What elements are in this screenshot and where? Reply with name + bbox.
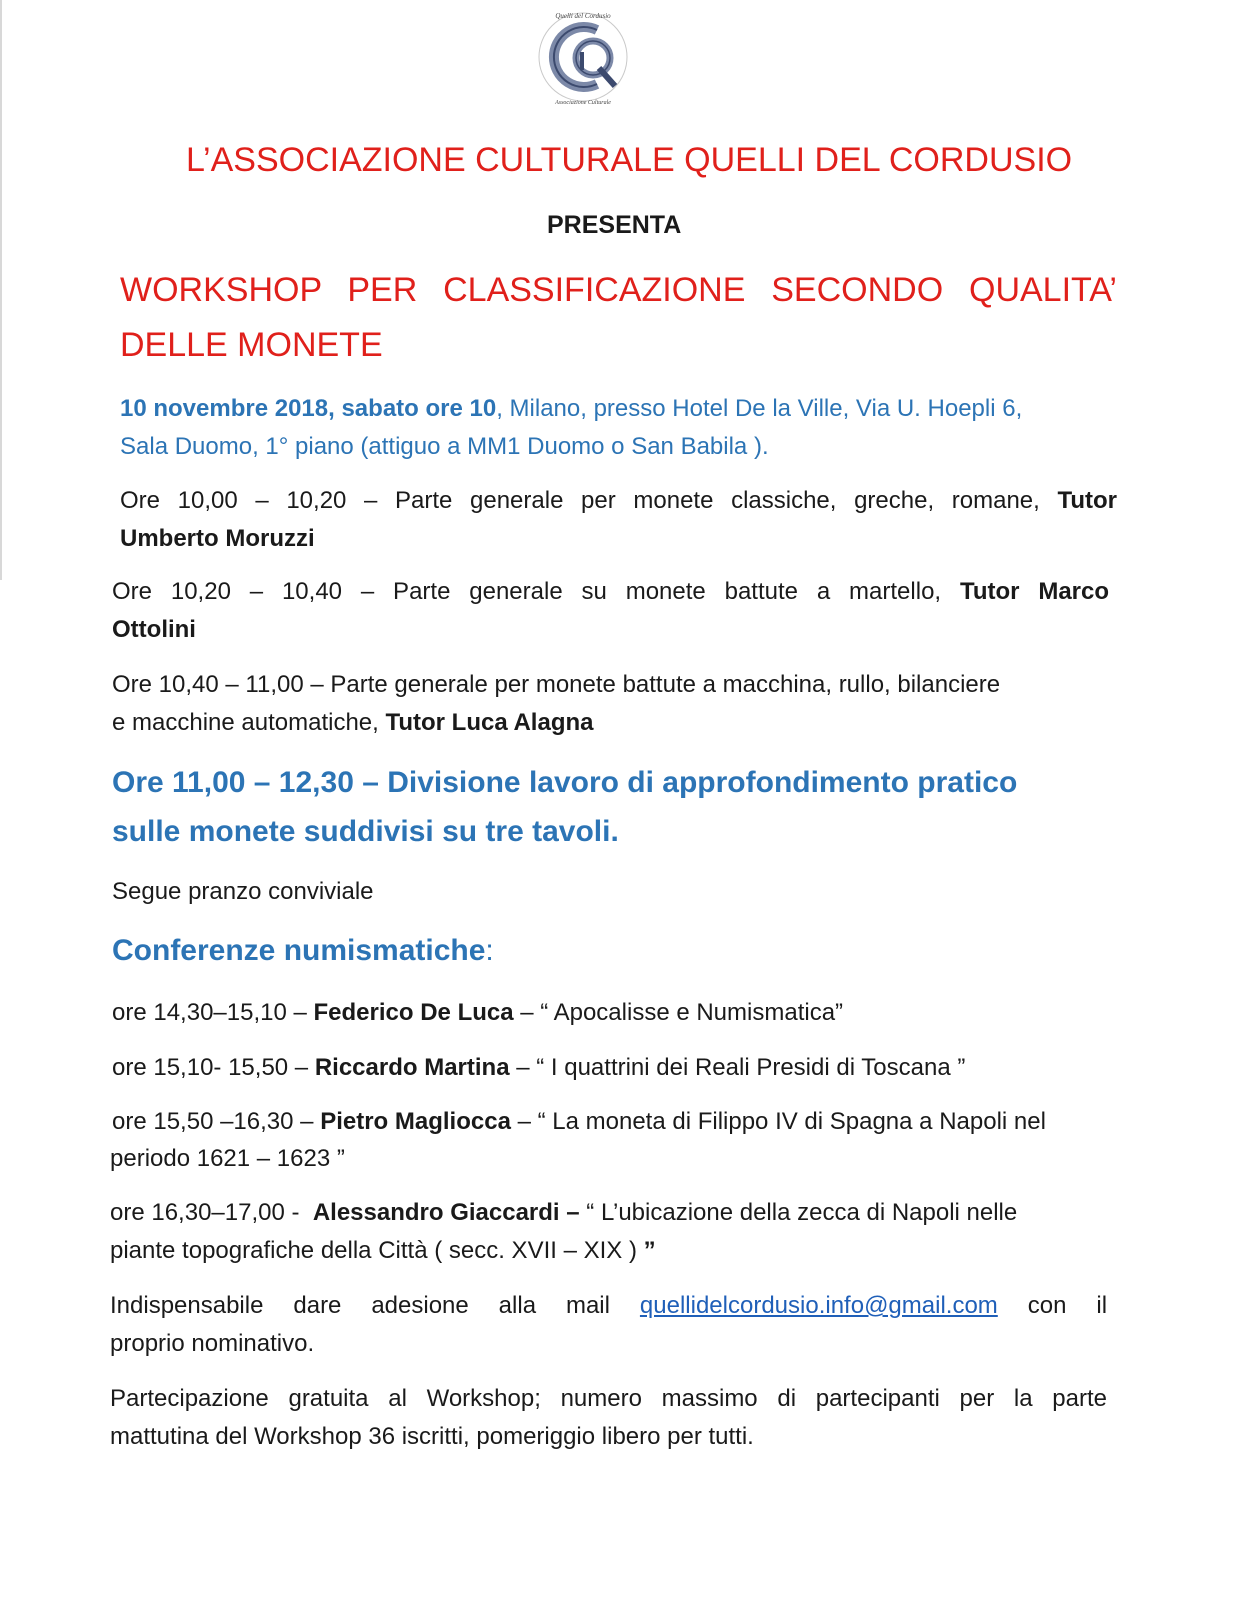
schedule-item-1-tutor: Umberto Moruzzi	[120, 525, 315, 552]
event-date: 10 novembre 2018, sabato ore 10	[120, 395, 497, 422]
conference-item-4	[110, 1198, 1017, 1228]
conference-speaker: Pietro Magliocca	[320, 1108, 511, 1135]
registration-line2: proprio nominativo.	[110, 1330, 315, 1357]
conference-time: ore 14,30–15,10 –	[112, 999, 307, 1026]
conference-item-3	[112, 1107, 1046, 1137]
tutor-label: Tutor Marco	[959, 578, 1110, 605]
conference-item-4-line2	[110, 1236, 656, 1266]
schedule-text: Ore 10,20 – 10,40 – Parte generale su monete battute a martello,	[112, 578, 942, 605]
lunch-note: Segue pranzo conviviale	[112, 878, 374, 905]
practical-session-line1: Ore 11,00 – 12,30 – Divisione lavoro di approfondimento pratico	[112, 766, 1018, 799]
conference-speaker: Riccardo Martina	[314, 1054, 510, 1081]
conference-time: ore 15,50 –16,30 –	[112, 1108, 314, 1135]
logo-text-top: Quelli del Cordusio	[555, 12, 611, 20]
email-link[interactable]: quellidelcordusio.info@gmail.com	[639, 1292, 998, 1319]
schedule-item-2	[112, 577, 1109, 607]
schedule-item-2-tutor: Ottolini	[112, 616, 196, 643]
workshop-title-line2: DELLE MONETE	[120, 326, 383, 364]
conference-item-3-line2: periodo 1621 – 1623 ”	[110, 1145, 345, 1172]
participation-line2: mattutina del Workshop 36 iscritti, pomeriggio libero per tutti.	[110, 1423, 754, 1450]
page-left-edge	[0, 0, 2, 580]
conference-title: – “ Apocalisse e Numismatica”	[520, 999, 844, 1026]
conference-title-cont: piante topografiche della Città ( secc. XVII – XIX )	[110, 1237, 637, 1264]
closing-quote: ”	[643, 1237, 656, 1264]
event-place: , Milano, presso Hotel De la Ville, Via U. Hoepli 6,	[496, 395, 1023, 422]
conference-title: “ L’ubicazione della zecca di Napoli nelle	[586, 1199, 1018, 1226]
tutor-label: Tutor	[1057, 487, 1117, 514]
conference-title: – “ La moneta di Filippo IV di Spagna a Napoli nel	[517, 1108, 1046, 1135]
event-details-line1	[120, 394, 1022, 424]
event-details-line2: Sala Duomo, 1° piano (attiguo a MM1 Duomo o San Babila ).	[120, 433, 769, 460]
conference-item-1	[112, 998, 843, 1028]
conference-time: ore 15,10- 15,50 –	[112, 1054, 309, 1081]
conferences-title: Conferenze numismatiche	[112, 934, 486, 967]
tutor-label: Tutor Luca Alagna	[385, 709, 594, 736]
association-logo	[535, 8, 631, 106]
participation-line1: Partecipazione gratuita al Workshop; numero massimo di partecipanti per la parte	[110, 1385, 1107, 1412]
schedule-text: Ore 10,00 – 10,20 – Parte generale per monete classiche, greche, romane,	[120, 487, 1040, 514]
schedule-item-3-line2	[112, 708, 594, 738]
association-title: L’ASSOCIAZIONE CULTURALE QUELLI DEL CORDUSIO	[186, 141, 1073, 179]
conference-item-2	[112, 1053, 965, 1083]
conferences-colon: :	[485, 934, 494, 967]
presenta-heading: PRESENTA	[547, 211, 682, 239]
conference-speaker: Federico De Luca	[313, 999, 514, 1026]
conference-time: ore 16,30–17,00 -	[110, 1199, 300, 1226]
registration-text: con il	[1027, 1292, 1108, 1319]
schedule-text: e macchine automatiche,	[112, 709, 379, 736]
conferences-heading	[112, 933, 494, 969]
schedule-item-1	[120, 486, 1117, 516]
logo-text-bottom: Associazione Culturale	[555, 100, 611, 106]
registration-text: Indispensabile dare adesione alla mail	[110, 1292, 610, 1319]
practical-session-line2: sulle monete suddivisi su tre tavoli.	[112, 815, 619, 848]
registration-line1	[110, 1291, 1107, 1321]
schedule-item-3: Ore 10,40 – 11,00 – Parte generale per monete battute a macchina, rullo, bilanciere	[112, 671, 1001, 698]
conference-speaker: Alessandro Giaccardi –	[312, 1199, 580, 1226]
workshop-title-line1: WORKSHOP PER CLASSIFICAZIONE SECONDO QUALITA’	[120, 271, 1117, 309]
conference-title: – “ I quattrini dei Reali Presidi di Toscana ”	[516, 1054, 966, 1081]
